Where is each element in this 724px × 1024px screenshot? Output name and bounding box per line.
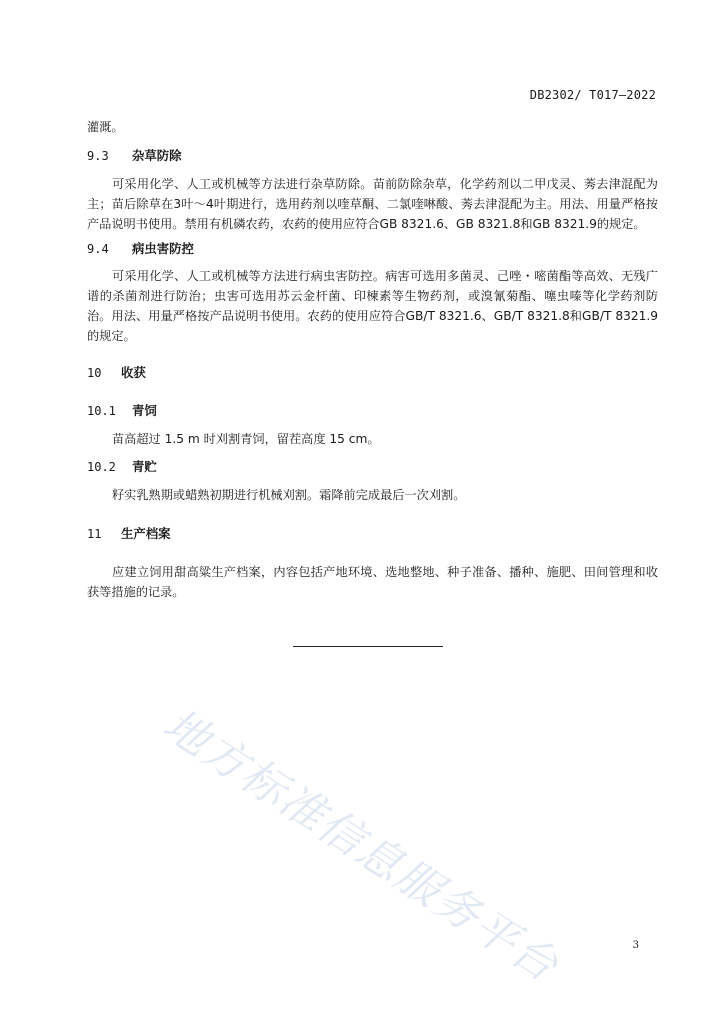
section-paragraph: 应建立饲用甜高粱生产档案，内容包括产地环境、选地整地、种子准备、播种、施肥、田间管理和收获等措施的记录。	[87, 565, 658, 599]
section-title: 收获	[120, 365, 146, 380]
section-title: 生产档案	[120, 526, 171, 541]
section-body-10-2	[87, 485, 658, 505]
document-code: DB2302/ T017—2022	[529, 88, 656, 102]
section-heading-10-1	[87, 402, 157, 420]
section-body-10-1	[87, 429, 658, 449]
continuation-text	[87, 117, 658, 137]
section-number: 9.3	[87, 149, 109, 163]
watermark: 地方标准信息服务平台	[154, 699, 568, 993]
section-title: 病虫害防控	[131, 241, 194, 256]
section-paragraph: 可采用化学、人工或机械等方法进行病虫害防控。病害可选用多菌灵、己唑・嘧菌酯等高效、无残广谱的杀菌剂进行防治；虫害可选用苏云金杆菌、印楝素等生物药剂，或溴氰菊酯、噻虫嗪等化学药剂防治。用法、用量严格按产品说明书使用。农药的使用应符合GB/T 8321.6、GB/T 8321.8和GB/T 8321.9的规定。	[87, 269, 658, 343]
section-title: 青贮	[131, 459, 157, 474]
section-heading-10-2	[87, 458, 157, 476]
section-paragraph: 籽实乳熟期或蜡熟初期进行机械刈割。霜降前完成最后一次刈割。	[112, 488, 466, 502]
section-heading-9-3	[87, 147, 182, 165]
section-body-9-4	[87, 266, 658, 346]
section-title: 青饲	[131, 403, 157, 418]
section-number: 10.2	[87, 460, 116, 474]
section-heading-10	[87, 364, 146, 382]
section-heading-11	[87, 525, 171, 543]
section-paragraph: 苗高超过 1.5 m 时刈割青饲，留茬高度 15 cm。	[112, 432, 380, 446]
section-number: 10.1	[87, 404, 116, 418]
section-number: 11	[87, 527, 102, 541]
section-number: 9.4	[87, 242, 109, 256]
section-number: 10	[87, 366, 102, 380]
section-body-11	[87, 562, 658, 602]
end-of-document-line	[293, 646, 443, 647]
section-body-9-3	[87, 174, 658, 234]
section-title: 杂草防除	[131, 148, 182, 163]
continuation-paragraph: 灌溉。	[87, 120, 124, 134]
section-heading-9-4	[87, 240, 194, 258]
page-number: 3	[632, 940, 639, 951]
section-paragraph: 可采用化学、人工或机械等方法进行杂草防除。苗前防除杂草，化学药剂以二甲戊灵、莠去津混配为主；苗后除草在3叶～4叶期进行，选用药剂以喹草酮、二氯喹啉酸、莠去津混配为主。用法、用量严格按产品说明书使用。禁用有机磷农药，农药的使用应符合GB 8321.6、GB 8321.8和GB 8321.9的规定。	[87, 177, 658, 231]
